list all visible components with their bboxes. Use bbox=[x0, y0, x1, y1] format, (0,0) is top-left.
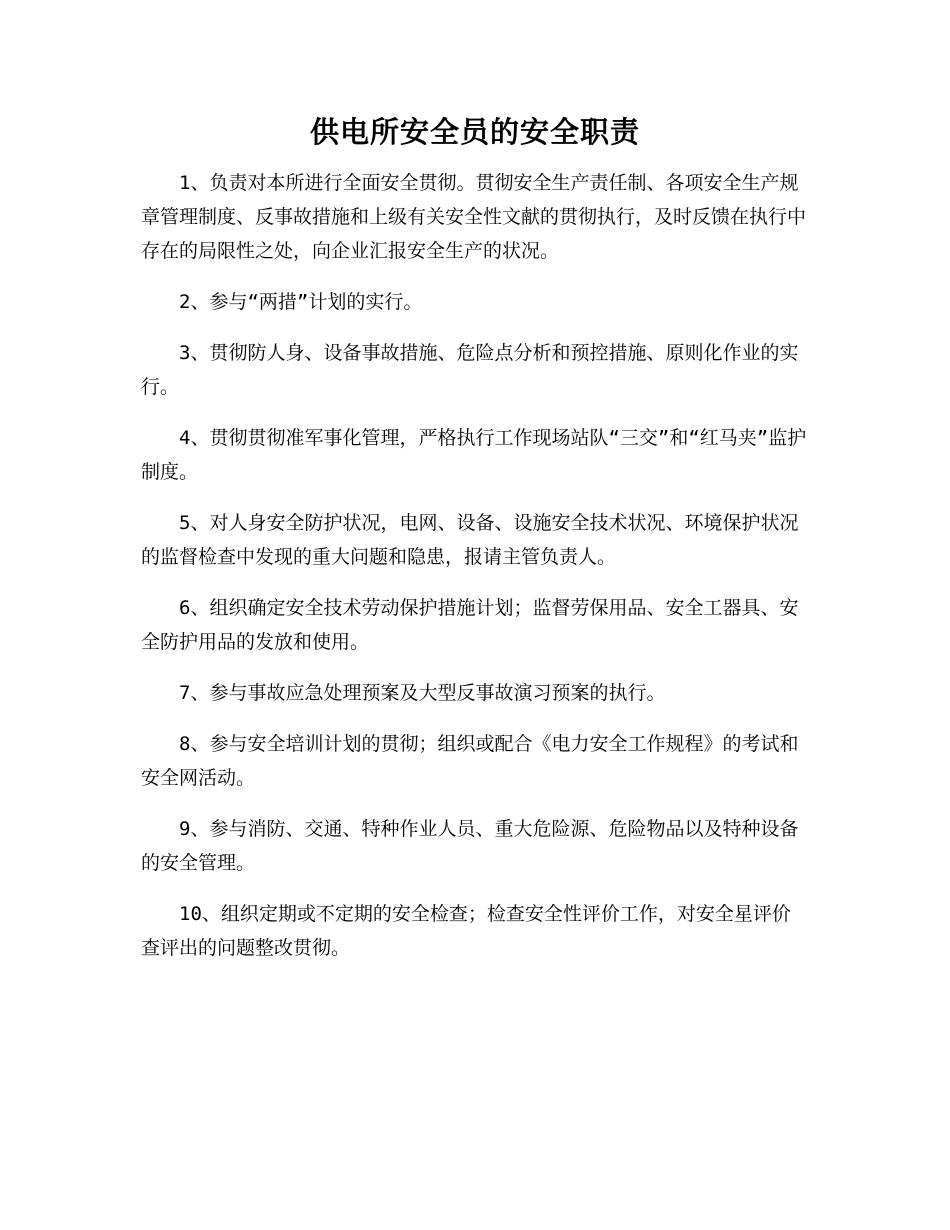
duty-paragraph-3: 3、贯彻防人身、设备事故措施、危险点分析和预控措施、原则化作业的实行。 bbox=[141, 342, 799, 398]
duty-paragraph-2: 2、参与“两措”计划的实行。 bbox=[179, 291, 423, 313]
duty-paragraph-9: 9、参与消防、交通、特种作业人员、重大危险源、危险物品以及特种设备的安全管理。 bbox=[141, 818, 799, 874]
duty-paragraph-5: 5、对人身安全防护状况，电网、设备、设施安全技术状况、环境保护状况的监督检查中发现的重大问题和隐患，报请主管负责人。 bbox=[141, 512, 799, 568]
duty-paragraph-4: 4、贯彻贯彻准军事化管理，严格执行工作现场站队“三交”和“红马夹”监护制度。 bbox=[141, 427, 807, 483]
duty-paragraph-10: 10、组织定期或不定期的安全检查；检查安全性评价工作，对安全星评价查评出的问题整改贯彻。 bbox=[141, 903, 791, 959]
duty-paragraph-1: 1、负责对本所进行全面安全贯彻。贯彻安全生产责任制、各项安全生产规章管理制度、反事故措施和上级有关安全性文献的贯彻执行，及时反馈在执行中存在的局限性之处，向企业汇报安全生产的状况。 bbox=[141, 172, 807, 262]
duty-paragraph-8: 8、参与安全培训计划的贯彻；组织或配合《电力安全工作规程》的考试和安全网活动。 bbox=[141, 733, 799, 789]
duty-paragraph-6: 6、组织确定安全技术劳动保护措施计划；监督劳保用品、安全工器具、安全防护用品的发放和使用。 bbox=[141, 597, 799, 653]
document-body bbox=[141, 166, 809, 982]
document-title: 供电所安全员的安全职责 bbox=[309, 115, 640, 149]
duty-paragraph-7: 7、参与事故应急处理预案及大型反事故演习预案的执行。 bbox=[179, 682, 666, 704]
